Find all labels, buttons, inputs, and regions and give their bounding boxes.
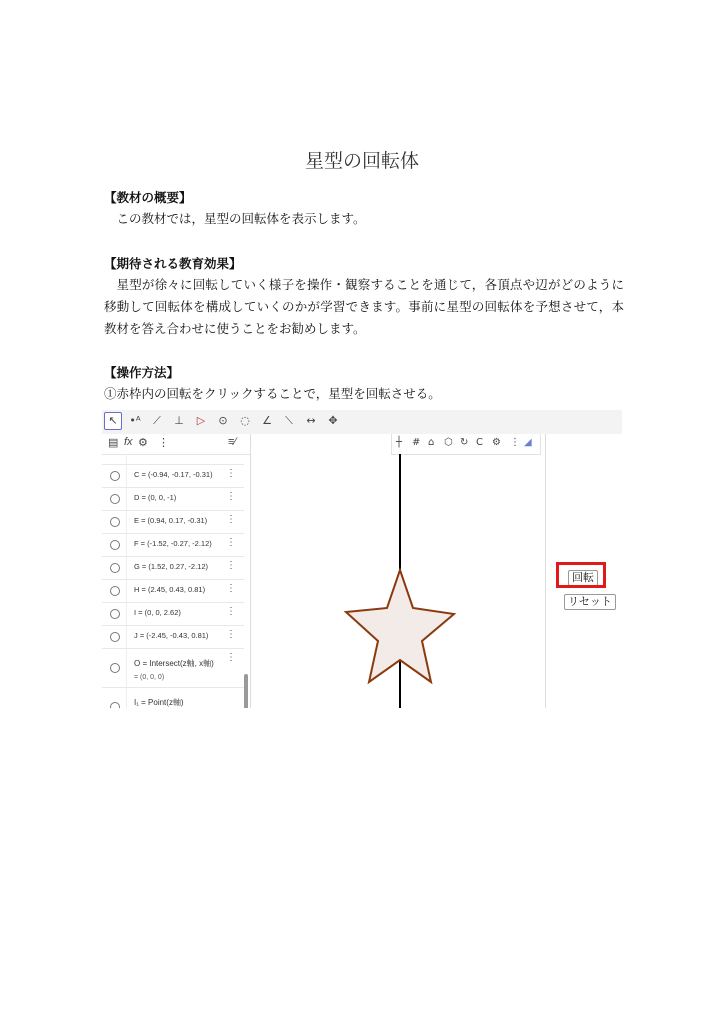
table-row[interactable] <box>102 603 244 626</box>
visibility-toggle[interactable] <box>110 540 120 550</box>
more-menu-icon[interactable]: ⋮ <box>226 652 236 663</box>
gear-icon[interactable]: ⚙ <box>138 437 148 449</box>
more-menu-icon[interactable]: ⋮ <box>226 491 236 502</box>
table-row[interactable] <box>102 649 244 688</box>
reset-button[interactable]: リセット <box>564 594 616 610</box>
more-menu-icon[interactable]: ⋮ <box>226 629 236 640</box>
operation-step-1: ①赤枠内の回転をクリックすることで，星型を回転させる。 <box>104 386 441 401</box>
polygon-tool-icon[interactable]: ▷ <box>196 414 206 427</box>
fx-icon[interactable]: fx <box>124 436 133 448</box>
row-label: C = (-0.94, -0.17, -0.31) <box>134 470 213 479</box>
visibility-toggle[interactable] <box>110 563 120 573</box>
reflect-tool-icon[interactable]: ⟍ <box>285 414 293 427</box>
visibility-toggle[interactable] <box>110 632 120 642</box>
graphics-3d-view[interactable] <box>251 434 546 708</box>
visibility-toggle[interactable] <box>110 517 120 527</box>
star-figure <box>251 434 545 708</box>
algebra-view <box>102 434 251 708</box>
table-row[interactable] <box>102 511 244 534</box>
table-row <box>102 454 244 465</box>
table-row[interactable] <box>102 488 244 511</box>
menu-icon[interactable]: ⋮ <box>510 437 520 448</box>
visibility-toggle[interactable] <box>110 471 120 481</box>
row-label: I₁ = Point(z軸) <box>134 698 184 707</box>
algebra-rows <box>102 454 244 708</box>
perpendicular-tool-icon[interactable]: ⊥ <box>174 414 184 427</box>
row-label: E = (0.94, 0.17, -0.31) <box>134 516 208 525</box>
table-row[interactable] <box>102 465 244 488</box>
geogebra-app <box>102 410 622 708</box>
visibility-toggle[interactable] <box>110 702 120 708</box>
visibility-toggle[interactable] <box>110 609 120 619</box>
row-label: O = Intersect(z軸, x軸) <box>134 659 214 668</box>
line-tool-icon[interactable]: ⟋ <box>153 414 161 427</box>
projection-icon[interactable]: C <box>476 437 483 448</box>
visibility-toggle[interactable] <box>110 663 120 673</box>
algebra-scrollbar[interactable] <box>244 674 248 708</box>
input-toggle-icon[interactable]: ▤ <box>108 437 119 449</box>
section-operation-heading: 【操作方法】 <box>104 365 180 380</box>
row-label: F = (-1.52, -0.27, -2.12) <box>134 539 212 548</box>
main-toolbar <box>102 410 622 435</box>
angle-tool-icon[interactable]: ∠ <box>262 414 272 427</box>
visibility-toggle[interactable] <box>110 494 120 504</box>
more-menu-icon[interactable]: ⋮ <box>226 468 236 479</box>
row-label: I = (0, 0, 2.62) <box>134 608 181 617</box>
highlight-box <box>556 562 606 588</box>
slider-tool-icon[interactable]: ↔ <box>306 414 316 427</box>
row-label: G = (1.52, 0.27, -2.12) <box>134 562 209 571</box>
move-view-tool-icon[interactable]: ✥ <box>328 414 338 427</box>
view-toggle-icon[interactable]: ◢ <box>524 437 532 448</box>
more-menu-icon[interactable]: ⋮ <box>226 514 236 525</box>
row-label: H = (2.45, 0.43, 0.81) <box>134 585 206 594</box>
home-icon[interactable]: ⌂ <box>428 437 435 448</box>
axes-icon[interactable]: ┼ <box>396 437 403 448</box>
sort-icon[interactable]: ≡∕ <box>228 436 237 448</box>
move-tool-icon[interactable]: ↖ <box>104 412 122 430</box>
section-effects-heading: 【期待される教育効果】 <box>104 256 242 271</box>
row-label: D = (0, 0, -1) <box>134 493 177 502</box>
circle-3pt-tool-icon[interactable]: ◌ <box>240 414 250 427</box>
more-menu-icon[interactable]: ⋮ <box>226 606 236 617</box>
rotate-view-icon[interactable]: ↻ <box>460 437 469 448</box>
more-menu-icon[interactable]: ⋮ <box>226 537 236 548</box>
point-tool-icon[interactable]: •ᴬ <box>129 414 141 427</box>
rotate-button[interactable]: 回転 <box>568 570 598 586</box>
menu-icon[interactable]: ⋮ <box>158 437 169 449</box>
grid-icon[interactable]: # <box>412 437 421 448</box>
table-row[interactable] <box>102 688 244 708</box>
section-effects-body: 星型が徐々に回転していく様子を操作・観察することを通じて，各頂点や辺がどのように移動して回転体を構成していくのかが学習できます。事前に星型の回転体を予想させて，本教材を答え合わせに使うことをお勧めします。 <box>104 277 624 336</box>
algebra-header <box>102 434 250 455</box>
section-overview-body: この教材では，星型の回転体を表示します。 <box>116 211 366 226</box>
cube-icon[interactable]: ⬡ <box>444 437 453 448</box>
table-row[interactable] <box>102 580 244 603</box>
table-row[interactable] <box>102 626 244 649</box>
table-row[interactable] <box>102 557 244 580</box>
gear-icon[interactable]: ⚙ <box>492 437 501 448</box>
row-label: J = (-2.45, -0.43, 0.81) <box>134 631 209 640</box>
more-menu-icon[interactable]: ⋮ <box>226 583 236 594</box>
visibility-toggle[interactable] <box>110 586 120 596</box>
page-title: 星型の回転体 <box>304 150 419 172</box>
circle-tool-icon[interactable]: ⊙ <box>218 414 228 427</box>
table-row[interactable] <box>102 534 244 557</box>
section-overview-heading: 【教材の概要】 <box>104 190 192 205</box>
more-menu-icon[interactable]: ⋮ <box>226 560 236 571</box>
row-value: = (0, 0, 0) <box>134 674 165 681</box>
